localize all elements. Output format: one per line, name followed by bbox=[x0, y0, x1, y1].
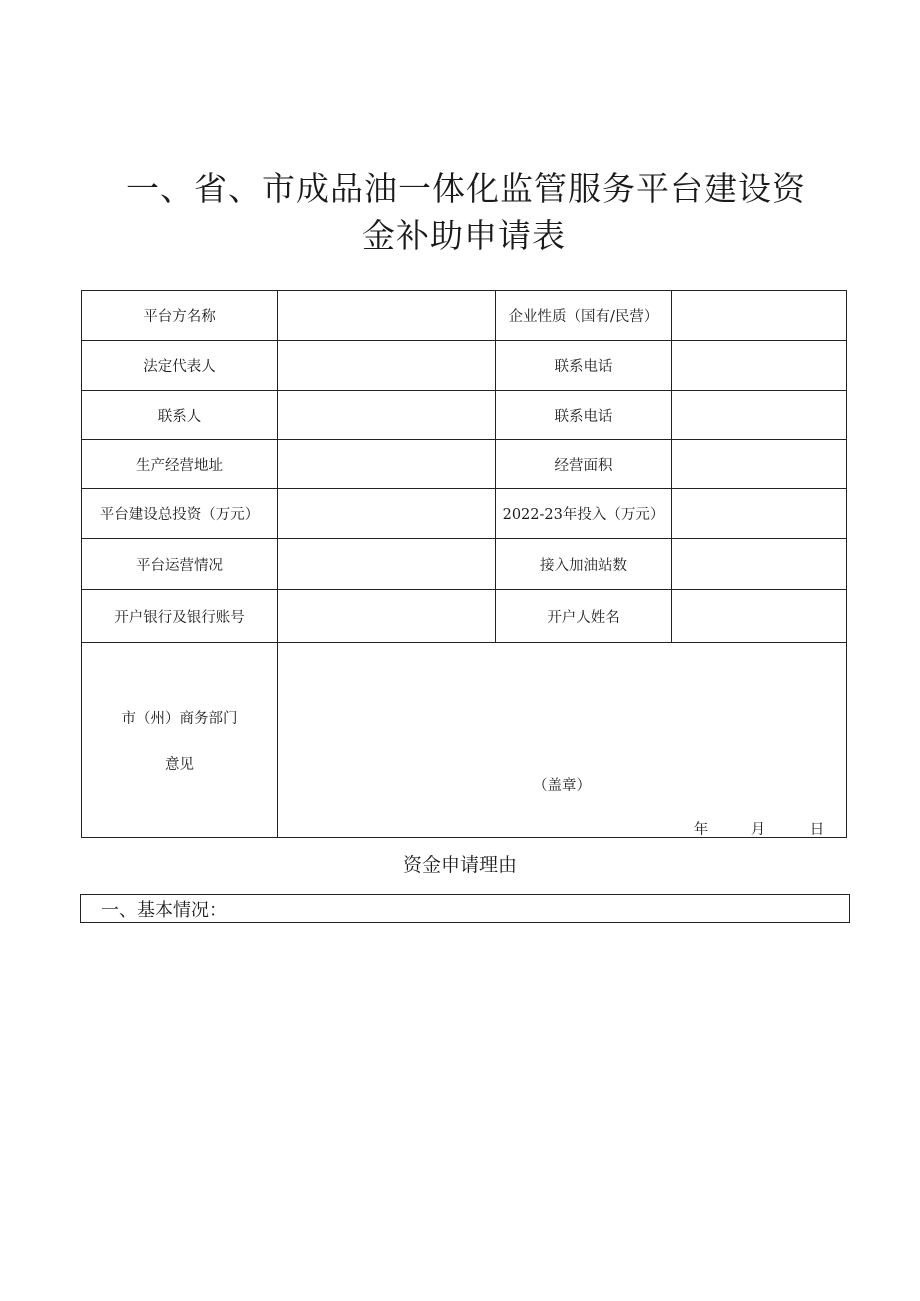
label-opinion-line-1: 市（州）商务部门 bbox=[121, 710, 238, 727]
label-phone-2: 联系电话 bbox=[554, 408, 613, 425]
label-platform-operation: 平台运营情况 bbox=[136, 557, 223, 574]
basic-info-heading: 一、基本情况： bbox=[101, 899, 227, 921]
label-account-holder: 开户人姓名 bbox=[547, 609, 620, 626]
form-title-line-1: 一、省、市成品油一体化监管服务平台建设资 bbox=[126, 169, 806, 208]
label-platform-name: 平台方名称 bbox=[143, 309, 216, 325]
date-day: 日 bbox=[809, 821, 825, 838]
section-title-funding-reason: 资金申请理由 bbox=[402, 854, 517, 876]
field-platform-name[interactable] bbox=[278, 291, 495, 340]
field-investment-2022-23[interactable] bbox=[672, 489, 846, 538]
field-phone-1[interactable] bbox=[672, 341, 846, 390]
date-month: 月 bbox=[750, 821, 766, 838]
field-enterprise-nature[interactable] bbox=[672, 291, 846, 340]
date-year: 年 bbox=[693, 821, 709, 838]
label-enterprise-nature: 企业性质（国有/民营） bbox=[508, 309, 659, 325]
basic-info-box[interactable] bbox=[80, 894, 850, 923]
field-opinion[interactable] bbox=[278, 643, 846, 837]
field-platform-operation[interactable] bbox=[278, 539, 495, 589]
label-business-area: 经营面积 bbox=[554, 457, 613, 474]
label-bank-account: 开户银行及银行账号 bbox=[114, 609, 245, 626]
field-legal-representative[interactable] bbox=[278, 341, 495, 390]
seal-label: （盖章） bbox=[533, 777, 591, 794]
field-phone-2[interactable] bbox=[672, 391, 846, 439]
application-form-table bbox=[81, 290, 847, 838]
field-connected-stations[interactable] bbox=[672, 539, 846, 589]
field-account-holder[interactable] bbox=[672, 590, 846, 642]
field-business-area[interactable] bbox=[672, 440, 846, 488]
field-contact-person[interactable] bbox=[278, 391, 495, 439]
label-opinion-line-2: 意见 bbox=[165, 756, 194, 773]
field-business-address[interactable] bbox=[278, 440, 495, 488]
label-business-address: 生产经营地址 bbox=[136, 457, 223, 474]
label-legal-representative: 法定代表人 bbox=[143, 359, 216, 375]
label-contact-person: 联系人 bbox=[157, 408, 202, 425]
field-total-investment[interactable] bbox=[278, 489, 495, 538]
label-phone-1: 联系电话 bbox=[554, 359, 613, 375]
label-connected-stations: 接入加油站数 bbox=[540, 557, 627, 574]
label-investment-2022-23: 2022-23年投入（万元） bbox=[502, 507, 665, 523]
label-total-investment: 平台建设总投资（万元） bbox=[99, 507, 260, 523]
field-bank-account[interactable] bbox=[278, 590, 495, 642]
form-title-line-2: 金补助申请表 bbox=[362, 216, 566, 255]
